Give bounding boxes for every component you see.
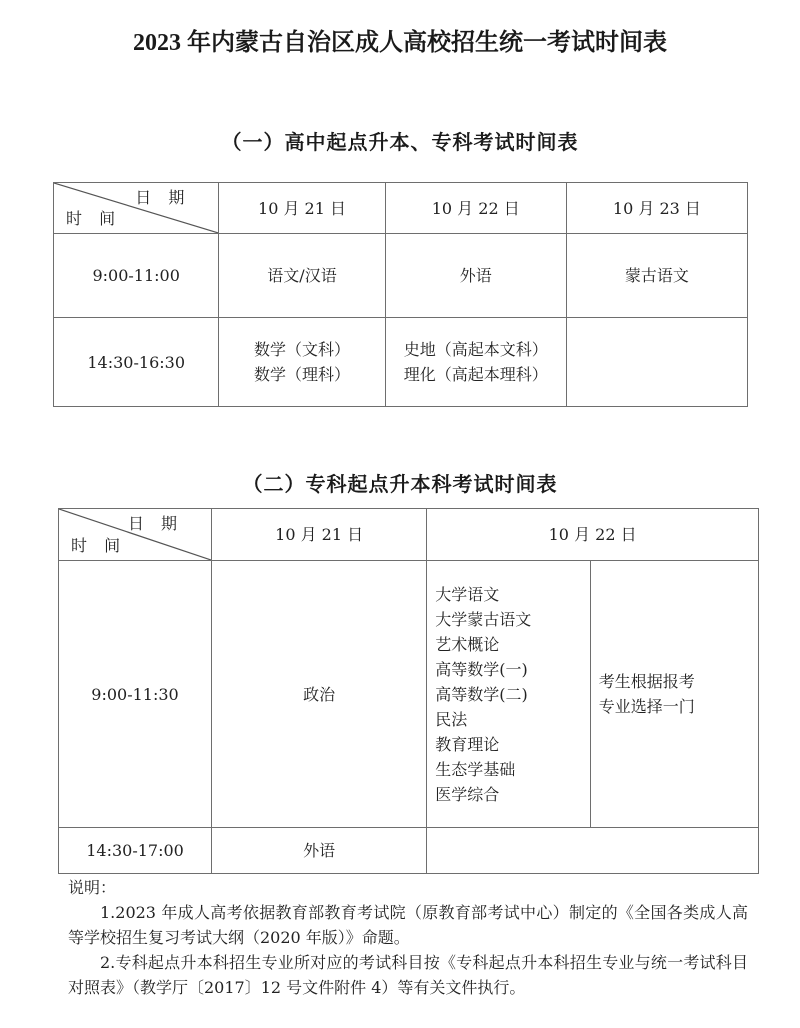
diagonal-header-cell	[59, 509, 212, 561]
time-slot: 14:30-17:00	[59, 828, 212, 874]
notes-label: 说明：	[68, 878, 117, 897]
subject-cell: 语文/汉语	[219, 234, 385, 318]
subject-line: 艺术概论	[435, 634, 500, 654]
table-header-row	[54, 183, 748, 234]
table-row	[59, 561, 759, 828]
section2-title: （二）专科起点升本科考试时间表	[242, 472, 558, 496]
date-header: 10 月 22 日	[427, 509, 759, 561]
note-item: 2.专科起点升本科招生专业所对应的考试科目按《专科起点升本科招生专业与统一考试科目对照表》（教学厅〔2017〕12 号文件附件 4）等有关文件执行。	[68, 953, 748, 997]
subject-line: 史地（高起本文科）	[403, 340, 548, 359]
subject-line: 大学语文	[435, 584, 500, 604]
selection-note-cell	[590, 561, 758, 828]
subject-cell: 外语	[212, 828, 427, 874]
empty-cell	[427, 828, 759, 874]
subject-line: 理化（高起本理科）	[403, 365, 548, 384]
note-line: 考生根据报考	[598, 672, 695, 691]
subject-line: 教育理论	[435, 734, 500, 754]
subject-cell	[385, 318, 566, 407]
subject-line: 高等数学(二)	[435, 684, 528, 704]
subject-cell: 外语	[385, 234, 566, 318]
section2-schedule-table	[58, 508, 759, 874]
subject-cell: 政治	[212, 561, 427, 828]
date-header: 10 月 23 日	[566, 183, 747, 234]
time-slot: 9:00-11:30	[59, 561, 212, 828]
subject-line: 大学蒙古语文	[435, 609, 532, 629]
section1-title: （一）高中起点升本、专科考试时间表	[221, 130, 579, 154]
subject-line: 高等数学(一)	[435, 659, 528, 679]
date-header: 10 月 22 日	[385, 183, 566, 234]
diagonal-header-cell	[54, 183, 219, 234]
subject-line: 数学（文科）	[254, 340, 351, 359]
time-slot: 14:30-16:30	[54, 318, 219, 407]
time-axis-label: 时 间	[66, 209, 122, 228]
document-title: 2023 年内蒙古自治区成人高校招生统一考试时间表	[133, 30, 667, 56]
note-line: 专业选择一门	[598, 697, 695, 716]
table-row	[54, 234, 748, 318]
subject-cell	[219, 318, 385, 407]
subject-list-cell	[427, 561, 591, 828]
section1-schedule-table	[53, 182, 748, 407]
date-axis-label: 日 期	[135, 188, 191, 207]
table-header-row	[59, 509, 759, 561]
subject-line: 医学综合	[435, 784, 500, 804]
date-header: 10 月 21 日	[212, 509, 427, 561]
notes-section	[68, 875, 748, 1000]
table-row	[59, 828, 759, 874]
subject-cell: 蒙古语文	[566, 234, 747, 318]
date-axis-label: 日 期	[127, 514, 184, 533]
subject-line: 数学（理科）	[254, 365, 351, 384]
time-slot: 9:00-11:00	[54, 234, 219, 318]
note-item: 1.2023 年成人高考依据教育部教育考试院（原教育部考试中心）制定的《全国各类成人高等学校招生复习考试大纲（2020 年版）》命题。	[68, 903, 748, 947]
table-row	[54, 318, 748, 407]
time-axis-label: 时 间	[71, 536, 127, 555]
subject-line: 生态学基础	[435, 759, 516, 779]
subject-line: 民法	[435, 709, 468, 729]
empty-cell	[566, 318, 747, 407]
date-header: 10 月 21 日	[219, 183, 385, 234]
